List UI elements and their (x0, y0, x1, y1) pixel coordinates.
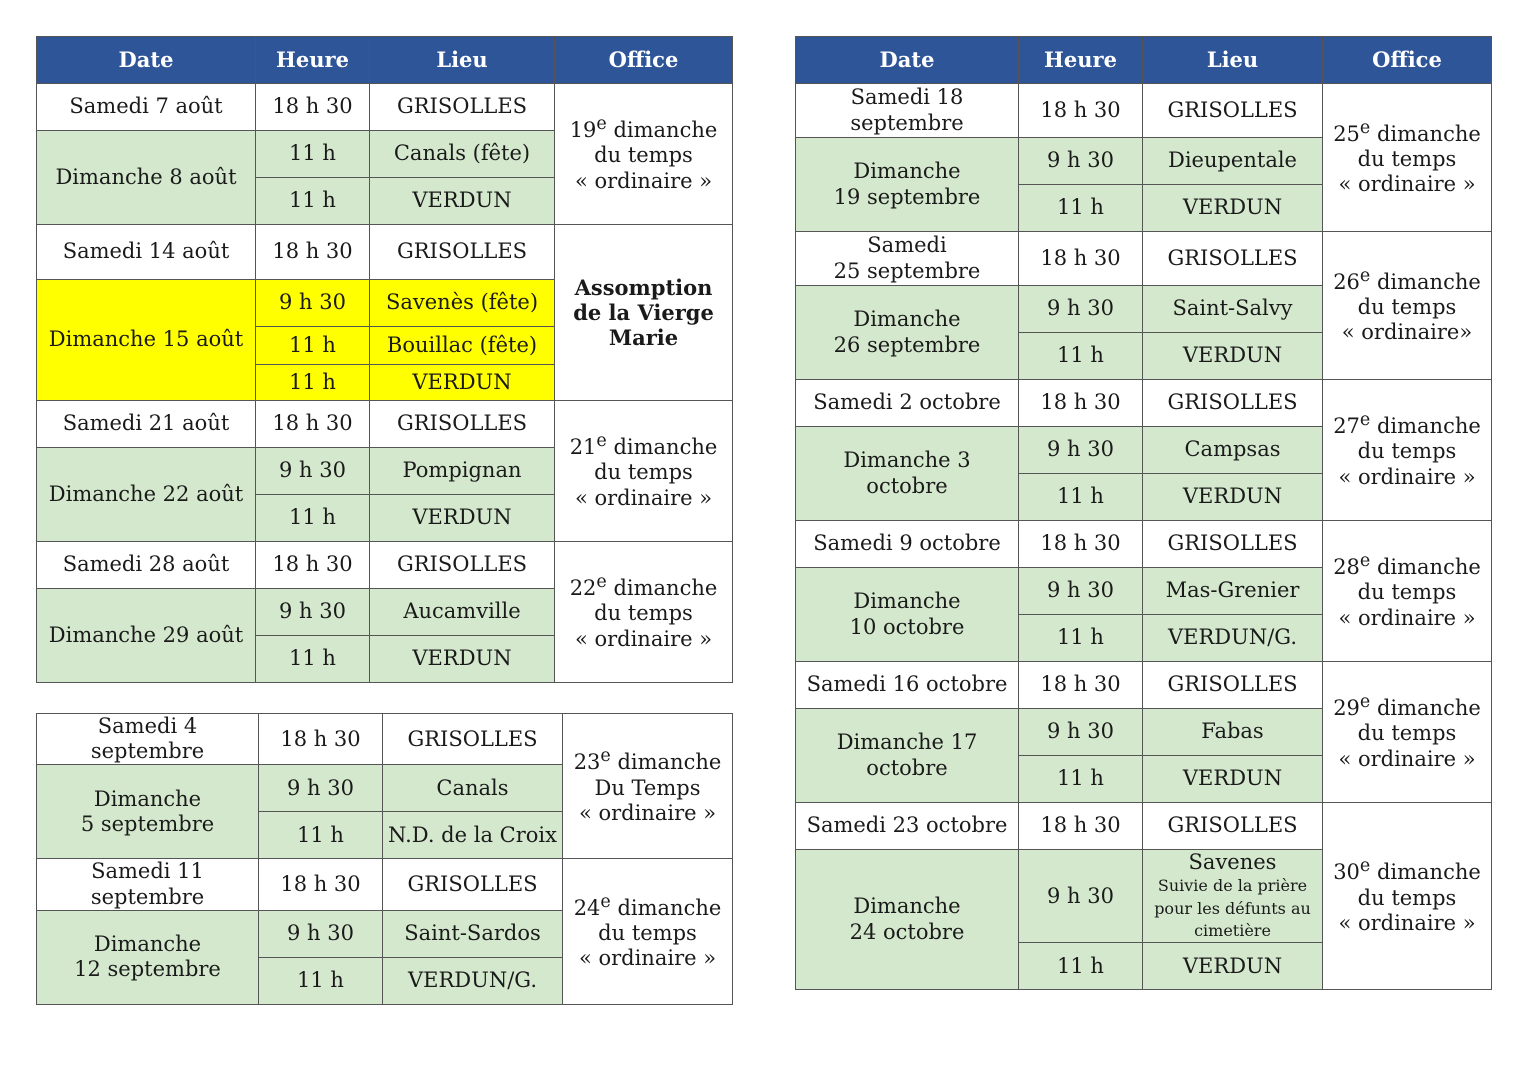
date-cell: Dimanche 12 septembre (37, 910, 259, 1004)
place-cell: VERDUN (1143, 943, 1323, 990)
place-cell: GRISOLLES (370, 225, 555, 280)
schedule-table-august (36, 36, 733, 683)
place-cell: VERDUN (370, 365, 555, 401)
date-cell: Samedi 16 octobre (796, 662, 1019, 709)
table-row (37, 401, 733, 448)
date-cell: Dimanche 29 août (37, 589, 256, 683)
table-row (796, 380, 1492, 427)
time-cell: 9 h 30 (1019, 709, 1143, 756)
header-date: Date (37, 37, 256, 84)
place-cell: GRISOLLES (1143, 84, 1323, 138)
place-cell: GRISOLLES (1143, 803, 1323, 850)
time-cell: 11 h (256, 636, 370, 683)
date-cell: Dimanche 26 septembre (796, 286, 1019, 380)
place-cell: Pompignan (370, 448, 555, 495)
place-cell: GRISOLLES (370, 401, 555, 448)
table-row (796, 521, 1492, 568)
table-row (796, 662, 1492, 709)
time-cell: 9 h 30 (1019, 568, 1143, 615)
date-cell: Dimanche 24 octobre (796, 850, 1019, 990)
place-cell: Bouillac (fête) (370, 327, 555, 365)
table-row (37, 84, 733, 131)
office-cell: 23e dimanche Du Temps « ordinaire » (563, 714, 733, 859)
office-cell: 25e dimanche du temps « ordinaire » (1323, 84, 1492, 232)
time-cell: 18 h 30 (259, 714, 383, 765)
table-header-row (37, 37, 733, 84)
office-cell: 24e dimanche du temps « ordinaire » (563, 859, 733, 1004)
time-cell: 18 h 30 (1019, 380, 1143, 427)
header-lieu: Lieu (370, 37, 555, 84)
place-cell: GRISOLLES (370, 542, 555, 589)
place-name: Savenes (1188, 850, 1277, 874)
place-cell: VERDUN (1143, 474, 1323, 521)
date-cell: Samedi 7 août (37, 84, 256, 131)
date-cell: Dimanche 10 octobre (796, 568, 1019, 662)
time-cell: 18 h 30 (1019, 803, 1143, 850)
time-cell: 9 h 30 (256, 589, 370, 636)
office-cell: 29e dimanche du temps « ordinaire » (1323, 662, 1492, 803)
date-cell: Samedi 18 septembre (796, 84, 1019, 138)
place-cell: VERDUN (370, 178, 555, 225)
header-heure: Heure (256, 37, 370, 84)
time-cell: 9 h 30 (256, 448, 370, 495)
time-cell: 18 h 30 (259, 859, 383, 910)
time-cell: 11 h (259, 957, 383, 1004)
place-cell: Canals (383, 765, 563, 812)
place-cell: Savenès (fête) (370, 280, 555, 327)
place-cell: Saint-Sardos (383, 910, 563, 957)
time-cell: 11 h (1019, 943, 1143, 990)
place-cell: Fabas (1143, 709, 1323, 756)
time-cell: 9 h 30 (1019, 427, 1143, 474)
place-cell: Dieupentale (1143, 138, 1323, 185)
time-cell: 11 h (256, 178, 370, 225)
place-cell: GRISOLLES (370, 84, 555, 131)
time-cell: 18 h 30 (256, 84, 370, 131)
table-row (37, 714, 733, 765)
date-cell: Samedi 4 septembre (37, 714, 259, 765)
time-cell: 9 h 30 (1019, 286, 1143, 333)
date-cell: Samedi 28 août (37, 542, 256, 589)
office-cell: 28e dimanche du temps « ordinaire » (1323, 521, 1492, 662)
date-cell: Dimanche 22 août (37, 448, 256, 542)
table-row (796, 803, 1492, 850)
header-office: Office (555, 37, 733, 84)
date-cell: Dimanche 8 août (37, 131, 256, 225)
time-cell: 11 h (1019, 474, 1143, 521)
table-row (37, 542, 733, 589)
date-cell: Dimanche 3 octobre (796, 427, 1019, 521)
header-office: Office (1323, 37, 1492, 84)
time-cell: 18 h 30 (1019, 521, 1143, 568)
place-cell: Mas-Grenier (1143, 568, 1323, 615)
table-row (37, 859, 733, 910)
date-cell: Samedi 14 août (37, 225, 256, 280)
time-cell: 9 h 30 (1019, 138, 1143, 185)
schedule-table-september-october (795, 36, 1492, 990)
place-cell: VERDUN (1143, 756, 1323, 803)
place-cell: Canals (fête) (370, 131, 555, 178)
time-cell: 11 h (256, 495, 370, 542)
place-cell: GRISOLLES (1143, 521, 1323, 568)
place-cell: VERDUN (1143, 333, 1323, 380)
time-cell: 18 h 30 (1019, 84, 1143, 138)
date-cell: Samedi 21 août (37, 401, 256, 448)
time-cell: 18 h 30 (256, 225, 370, 280)
table-row (796, 84, 1492, 138)
office-cell: 22e dimanche du temps « ordinaire » (555, 542, 733, 683)
time-cell: 18 h 30 (256, 401, 370, 448)
place-cell: Saint-Salvy (1143, 286, 1323, 333)
place-cell: Aucamville (370, 589, 555, 636)
date-cell: Dimanche 19 septembre (796, 138, 1019, 232)
date-cell: Samedi 23 octobre (796, 803, 1019, 850)
time-cell: 11 h (259, 812, 383, 859)
time-cell: 11 h (256, 365, 370, 401)
date-cell: Samedi 11 septembre (37, 859, 259, 910)
date-cell: Dimanche 17 octobre (796, 709, 1019, 803)
time-cell: 9 h 30 (1019, 850, 1143, 943)
header-heure: Heure (1019, 37, 1143, 84)
date-cell: Samedi 25 septembre (796, 232, 1019, 286)
place-cell: VERDUN (370, 495, 555, 542)
header-lieu: Lieu (1143, 37, 1323, 84)
time-cell: 18 h 30 (1019, 232, 1143, 286)
place-cell: VERDUN/G. (1143, 615, 1323, 662)
place-cell: GRISOLLES (1143, 662, 1323, 709)
time-cell: 11 h (1019, 615, 1143, 662)
place-cell: VERDUN (370, 636, 555, 683)
time-cell: 9 h 30 (259, 765, 383, 812)
place-cell: VERDUN (1143, 185, 1323, 232)
date-cell: Dimanche 15 août (37, 280, 256, 401)
office-cell: 26e dimanche du temps « ordinaire» (1323, 232, 1492, 380)
table-row (796, 232, 1492, 286)
time-cell: 11 h (1019, 185, 1143, 232)
table-header-row (796, 37, 1492, 84)
office-cell-assumption: Assomption de la Vierge Marie (555, 225, 733, 401)
place-cell: GRISOLLES (383, 714, 563, 765)
time-cell: 9 h 30 (256, 280, 370, 327)
place-note: Suivie de la prière pour les défunts au cimetière (1154, 876, 1311, 940)
date-cell: Samedi 9 octobre (796, 521, 1019, 568)
place-cell: N.D. de la Croix (383, 812, 563, 859)
date-cell: Samedi 2 octobre (796, 380, 1019, 427)
place-cell: Campsas (1143, 427, 1323, 474)
time-cell: 18 h 30 (1019, 662, 1143, 709)
time-cell: 11 h (1019, 333, 1143, 380)
date-cell: Dimanche 5 septembre (37, 765, 259, 859)
office-cell: 27e dimanche du temps « ordinaire » (1323, 380, 1492, 521)
place-cell-with-note (1143, 850, 1323, 943)
time-cell: 11 h (1019, 756, 1143, 803)
office-cell: 19e dimanche du temps « ordinaire » (555, 84, 733, 225)
place-cell: GRISOLLES (1143, 232, 1323, 286)
schedule-table-early-september (36, 713, 733, 1005)
place-cell: GRISOLLES (1143, 380, 1323, 427)
time-cell: 11 h (256, 131, 370, 178)
header-date: Date (796, 37, 1019, 84)
table-row (37, 225, 733, 280)
place-cell: VERDUN/G. (383, 957, 563, 1004)
office-cell: 21e dimanche du temps « ordinaire » (555, 401, 733, 542)
office-cell: 30e dimanche du temps « ordinaire » (1323, 803, 1492, 990)
time-cell: 11 h (256, 327, 370, 365)
place-cell: GRISOLLES (383, 859, 563, 910)
time-cell: 9 h 30 (259, 910, 383, 957)
time-cell: 18 h 30 (256, 542, 370, 589)
